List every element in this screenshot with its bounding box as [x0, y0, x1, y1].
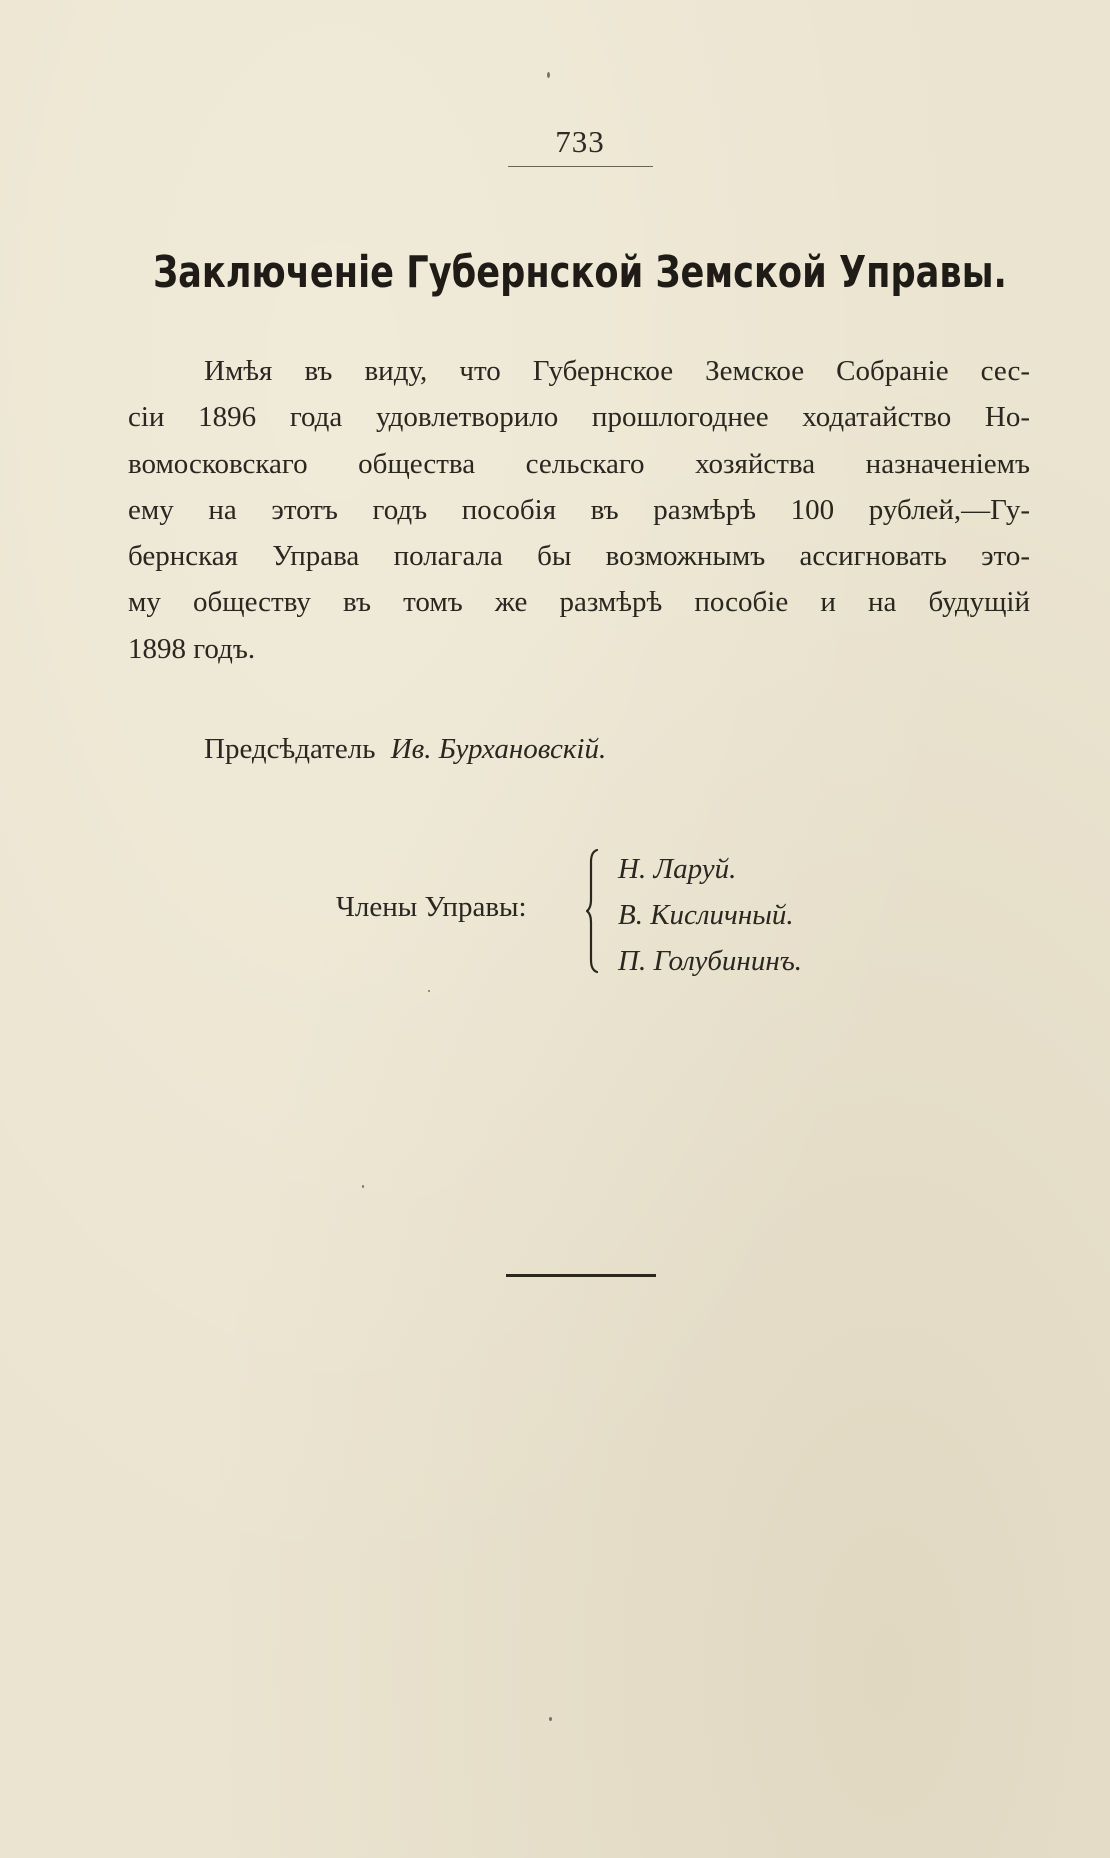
paragraph-line: му обществу въ томъ же размѣрѣ пособіе и на будущій [128, 586, 1030, 619]
paragraph-line: 1898 годъ. [128, 632, 256, 665]
page-number: 733 [555, 124, 605, 159]
chairman-name: Ив. Бурхановскій. [390, 733, 607, 765]
chairman-label: Предсѣдатель [204, 733, 376, 765]
member-name: Н. Ларуй. [618, 853, 737, 885]
curly-brace [586, 848, 600, 974]
paragraph-line: бернская Управа полагала бы возможнымъ ассигновать это- [128, 540, 1030, 573]
paper-speck [428, 990, 430, 992]
members-list [618, 846, 802, 984]
chairman-signature [204, 733, 606, 766]
paper-speck [547, 72, 550, 78]
member-name: П. Голубининъ. [618, 945, 803, 977]
paragraph-line: сіи 1896 года удовлетворило прошлогоднее ходатайство Но- [128, 401, 1030, 434]
paragraph-line: Имѣя въ виду, что Губернское Земское Собраніе сес- [204, 355, 1030, 387]
paragraph-line: ему на этотъ годъ пособія въ размѣрѣ 100 рублей,—Гу- [128, 493, 1030, 526]
end-rule [506, 1274, 656, 1277]
members-label: Члены Управы: [336, 891, 527, 923]
body-paragraph [128, 348, 1030, 672]
member-name: В. Кисличный. [618, 899, 794, 931]
page-number-rule [508, 166, 653, 167]
paragraph-line: вомосковскаго общества сельскаго хозяйства назначеніемъ [128, 447, 1030, 480]
page-title: Заключеніе Губернской Земской Управы. [153, 247, 1007, 298]
paper-speck [549, 1717, 552, 1721]
paper-speck [362, 1185, 364, 1188]
